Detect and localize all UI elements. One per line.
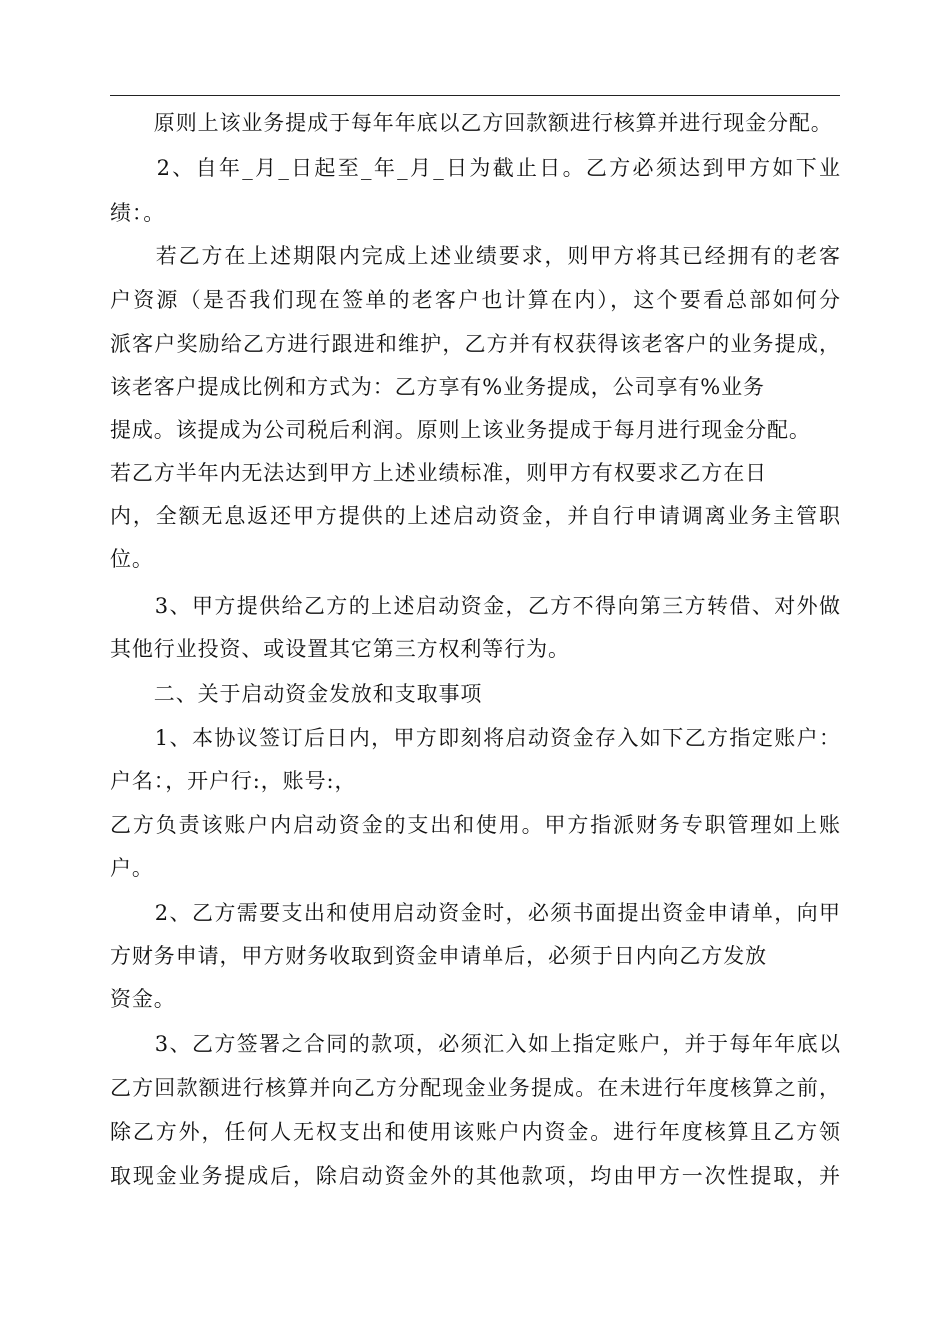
paragraph-line: 1、本协议签订后日内，甲方即刻将启动资金存入如下乙方指定账户： bbox=[110, 726, 840, 750]
paragraph-line: 提成。该提成为公司税后利润。原则上该业务提成于每月进行现金分配。 bbox=[110, 418, 811, 442]
paragraph-line: 乙方回款额进行核算并向乙方分配现金业务提成。在未进行年度核算之前， bbox=[110, 1076, 840, 1100]
paragraph-line: 乙方负责该账户内启动资金的支出和使用。甲方指派财务专职管理如上账 bbox=[110, 813, 840, 837]
paragraph-line: 户资源（是否我们现在签单的老客户也计算在内），这个要看总部如何分 bbox=[110, 288, 840, 312]
paragraph-line: 资金。 bbox=[110, 987, 176, 1011]
paragraph-line: 原则上该业务提成于每年年底以乙方回款额进行核算并进行现金分配。 bbox=[110, 111, 833, 135]
paragraph-line: 方财务申请，甲方财务收取到资金申请单后，必须于日内向乙方发放 bbox=[110, 944, 767, 968]
paragraph-line: 户。 bbox=[110, 856, 154, 880]
section-heading: 二、关于启动资金发放和支取事项 bbox=[110, 682, 483, 706]
header-rule bbox=[110, 95, 840, 96]
paragraph-line: 3、甲方提供给乙方的上述启动资金，乙方不得向第三方转借、对外做 bbox=[110, 594, 840, 618]
paragraph-line: 绩：。 bbox=[110, 201, 166, 225]
account-info-line: 户名：，开户行:，账号:， bbox=[110, 769, 357, 793]
paragraph-line: 2、乙方需要支出和使用启动资金时，必须书面提出资金申请单，向甲 bbox=[110, 901, 840, 925]
paragraph-line: 若乙方半年内无法达到甲方上述业绩标准，则甲方有权要求乙方在日 bbox=[110, 461, 767, 485]
paragraph-line: 该老客户提成比例和方式为：乙方享有%业务提成，公司享有%业务 bbox=[110, 375, 765, 399]
paragraph-line: 取现金业务提成后，除启动资金外的其他款项，均由甲方一次性提取，并 bbox=[110, 1164, 840, 1188]
paragraph-line: 派客户奖励给乙方进行跟进和维护，乙方并有权获得该老客户的业务提成， bbox=[110, 332, 840, 356]
paragraph-line: 内，全额无息返还甲方提供的上述启动资金，并自行申请调离业务主管职 bbox=[110, 504, 840, 528]
paragraph-line: 位。 bbox=[110, 547, 154, 571]
paragraph-line: 3、乙方签署之合同的款项，必须汇入如上指定账户，并于每年年底以 bbox=[110, 1032, 840, 1056]
paragraph-line: 若乙方在上述期限内完成上述业绩要求，则甲方将其已经拥有的老客 bbox=[110, 244, 840, 268]
paragraph-line: 除乙方外，任何人无权支出和使用该账户内资金。进行年度核算且乙方领 bbox=[110, 1120, 840, 1144]
paragraph-line: 其他行业投资、或设置其它第三方权利等行为。 bbox=[110, 637, 570, 661]
paragraph-line: 2、自年_月_日起至_年_月_日为截止日。乙方必须达到甲方如下业 bbox=[110, 156, 840, 180]
